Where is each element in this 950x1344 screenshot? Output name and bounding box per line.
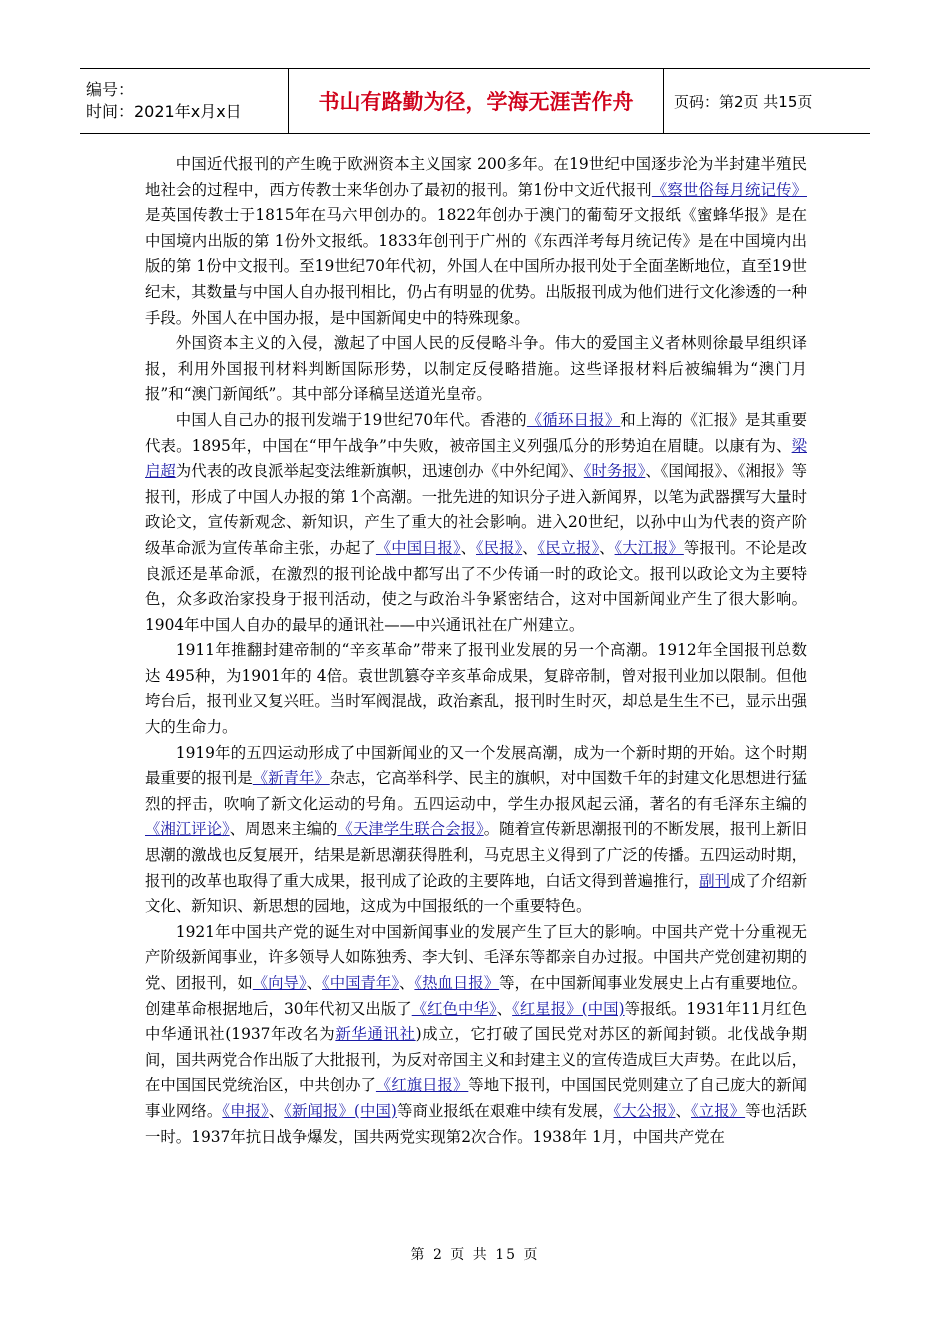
wiki-link[interactable]: 《察世俗每月统记传》 bbox=[651, 180, 807, 199]
header-page-info: 页码：第2页 共15页 bbox=[674, 92, 813, 111]
wiki-link[interactable]: 《民报》 bbox=[475, 538, 523, 557]
wiki-link[interactable]: 《民立报》 bbox=[537, 538, 600, 557]
wiki-link[interactable]: 《循环日报》 bbox=[526, 410, 621, 429]
text-run: 外国资本主义的入侵，激起了中国人民的反侵略斗争。伟大的爱国主义者林则徐最早组织译报，利用外国报刊材料判断国际形势，以制定反侵略措施。这些译报材料后被编辑为“澳门月报”和“澳门新闻纸”。其中部分译稿呈送道光皇帝。 bbox=[145, 334, 807, 404]
paragraph bbox=[145, 638, 807, 740]
paragraph bbox=[145, 920, 807, 1150]
date-label: 时间：2021年x月x日 bbox=[86, 102, 242, 121]
text-run: 、 bbox=[522, 538, 538, 557]
text-run: 中国近代报刊的产生晚于欧洲资本主义国家 200多年。在19世纪中国逐步沦为半封建半殖民地社会的过程中，西方传教士来华创办了最初的报刊。第1份中文近代报刊 bbox=[145, 155, 807, 199]
text-run: 中国人自己办的报刊发端于19世纪70年代。香港的 bbox=[175, 410, 527, 429]
wiki-link[interactable]: 《热血日报》 bbox=[414, 974, 500, 992]
paragraph bbox=[145, 152, 807, 331]
text-run: 成了介绍新文化、新知识、新思想的园地，这成为中国报纸的一个重要特色。 bbox=[145, 871, 807, 916]
text-run: 1919年的五四运动形成了中国新闻业的又一个发展高潮，成为一个新时期的开始。这个时期最重要的报刊是 bbox=[145, 743, 807, 788]
wiki-link[interactable]: 《大公报》 bbox=[613, 1101, 676, 1120]
text-run: 等报刊。不论是改良派还是革命派，在激烈的报刊论战中都写出了不少传诵一时的政论文。报刊以政论文为主要特色，众多政治家投身于报刊活动，使之与政治斗争紧密结合，这对中国新闻业产生了很大影响。1904年中国人自办的最早的通讯社——中兴通讯社在广州建立。 bbox=[145, 538, 807, 634]
wiki-link[interactable]: 《新闻报》(中国) bbox=[284, 1101, 397, 1120]
page-footer: 第 2 页 共 15 页 bbox=[410, 1247, 540, 1263]
text-run: 、周恩来主编的 bbox=[229, 820, 338, 839]
text-run: 、 bbox=[306, 974, 323, 992]
header-motto: 书山有路勤为径，学海无涯苦作舟 bbox=[289, 69, 664, 134]
wiki-link[interactable]: 《中国日报》 bbox=[375, 538, 461, 557]
page-header bbox=[80, 68, 870, 134]
wiki-link[interactable]: 《立报》 bbox=[690, 1101, 746, 1120]
wiki-link[interactable]: 梁启超 bbox=[145, 436, 807, 481]
paragraph bbox=[145, 408, 807, 638]
wiki-link[interactable]: 《新青年》 bbox=[252, 769, 330, 788]
paragraph bbox=[145, 741, 807, 920]
text-run: 为代表的改良派举起变法维新旗帜，迅速创办《中外纪闻》、 bbox=[175, 462, 584, 481]
wiki-link[interactable]: 《中国青年》 bbox=[322, 974, 400, 992]
wiki-link[interactable]: 《申报》 bbox=[222, 1101, 269, 1120]
text-run: 等商业报纸在艰难中续有发展， bbox=[396, 1101, 614, 1120]
text-run: 杂志，它高举科学、民主的旗帜，对中国数千年的封建文化思想进行猛烈的抨击，吹响了新文化运动的号角。五四运动中，学生办报风起云涌，著名的有毛泽东主编的 bbox=[145, 769, 807, 813]
number-label: 编号： bbox=[86, 80, 135, 99]
text-run: 、《国闻报》、《湘报》等报刊，形成了中国人办报的第 1个高潮。一批先进的知识分子进入新闻界，以笔为武器撰写大量时政论文，宣传新观念、新知识，产生了重大的社会影响。进入20世纪，以孙中山为代表的资产阶级革命派为宣传革命主张，办起了 bbox=[145, 462, 807, 557]
wiki-link[interactable]: 《红星报》(中国) bbox=[512, 999, 625, 1018]
text-run: 、 bbox=[399, 974, 415, 992]
text-run: 1911年推翻封建帝制的“辛亥革命”带来了报刊业发展的另一个高潮。1912年全国报刊总数达 495种，为1901年的 4倍。袁世凯篡夺辛亥革命成果，复辟帝制，曾对报刊业加以限制。但他垮台后，报刊业又复兴旺。当时军阀混战，政治紊乱，报刊时生时灭，却总是生生不已，显示出强大的生命力。 bbox=[145, 641, 807, 737]
header-meta bbox=[80, 69, 289, 134]
wiki-link[interactable]: 《向导》 bbox=[252, 974, 307, 992]
wiki-link[interactable]: 《湘江评论》 bbox=[145, 820, 230, 839]
wiki-link[interactable]: 新华通讯社 bbox=[335, 1025, 416, 1044]
wiki-link[interactable]: 《时务报》 bbox=[583, 462, 646, 481]
text-run: 1921年中国共产党的诞生对中国新闻事业的发展产生了巨大的影响。中国共产党十分重视无产阶级新闻事业，许多领导人如陈独秀、李大钊、毛泽东等都亲自办过报。中国共产党创建初期的党、团报刊，如 bbox=[145, 922, 807, 992]
wiki-link[interactable]: 《红色中华》 bbox=[411, 999, 497, 1018]
wiki-link[interactable]: 《红旗日报》 bbox=[375, 1076, 469, 1095]
text-run: 、 bbox=[460, 538, 476, 557]
wiki-link[interactable]: 《大江报》 bbox=[614, 538, 684, 557]
text-run: 。随着宣传新思潮报刊的不断发展，报刊上新旧思潮的激战也反复展开，结果是新思潮获得胜利，马克思主义得到了广泛的传播。五四运动时期，报刊的改革也取得了重大成果，报刊成了论政的主要阵地，白话文得到普遍推行， bbox=[145, 820, 807, 890]
text-run: 等地下报刊，中国国民党则建立了自己庞大的新闻事业网络。 bbox=[145, 1076, 807, 1120]
wiki-link[interactable]: 《天津学生联合会报》 bbox=[337, 820, 484, 839]
text-run: 和上海的《汇报》是其重要代表。1895年，中国在“甲午战争”中失败，被帝国主义列强瓜分的形势迫在眉睫。以康有为、 bbox=[145, 410, 807, 455]
document-body bbox=[145, 152, 807, 1150]
wiki-link[interactable]: 副刊 bbox=[699, 871, 730, 890]
text-run: 是英国传教士于1815年在马六甲创办的。1822年创办于澳门的葡萄牙文报纸《蜜蜂华报》是在中国境内出版的第 1份外文报纸。1833年创刊于广州的《东西洋考每月统记传》是在中国境内出版的第 1份中文报刊。至19世纪70年代初，外国人在中国所办报刊处于全面垄断地位，直至19世纪末，其数量与中国人自办报刊相比，仍占有明显的优势。出版报刊成为他们进行文化渗透的一种手段。外国人在中国办报，是中国新闻史中的特殊现象。 bbox=[145, 206, 807, 327]
text-run: 等，在中国新闻事业发展史上占有重要地位。创建革命根据地后，30年代初又出版了 bbox=[145, 974, 807, 1018]
text-run: 、 bbox=[268, 1101, 285, 1120]
text-run: 、 bbox=[599, 538, 615, 557]
paragraph bbox=[145, 331, 807, 408]
text-run: 等也活跃一时。1937年抗日战争爆发，国共两党实现第2次合作。1938年 1月，中国共产党在 bbox=[145, 1101, 807, 1146]
text-run: 、 bbox=[675, 1101, 691, 1120]
text-run: 等报纸。1931年11月红色中华通讯社(1937年改名为 bbox=[145, 999, 807, 1044]
text-run: )成立，它打破了国民党对苏区的新闻封锁。北伐战争期间，国共两党合作出版了大批报刊，为反对帝国主义和封建主义的宣传造成巨大声势。在此以后，在中国国民党统治区，中共创办了 bbox=[145, 1025, 807, 1095]
text-run: 、 bbox=[496, 999, 513, 1018]
